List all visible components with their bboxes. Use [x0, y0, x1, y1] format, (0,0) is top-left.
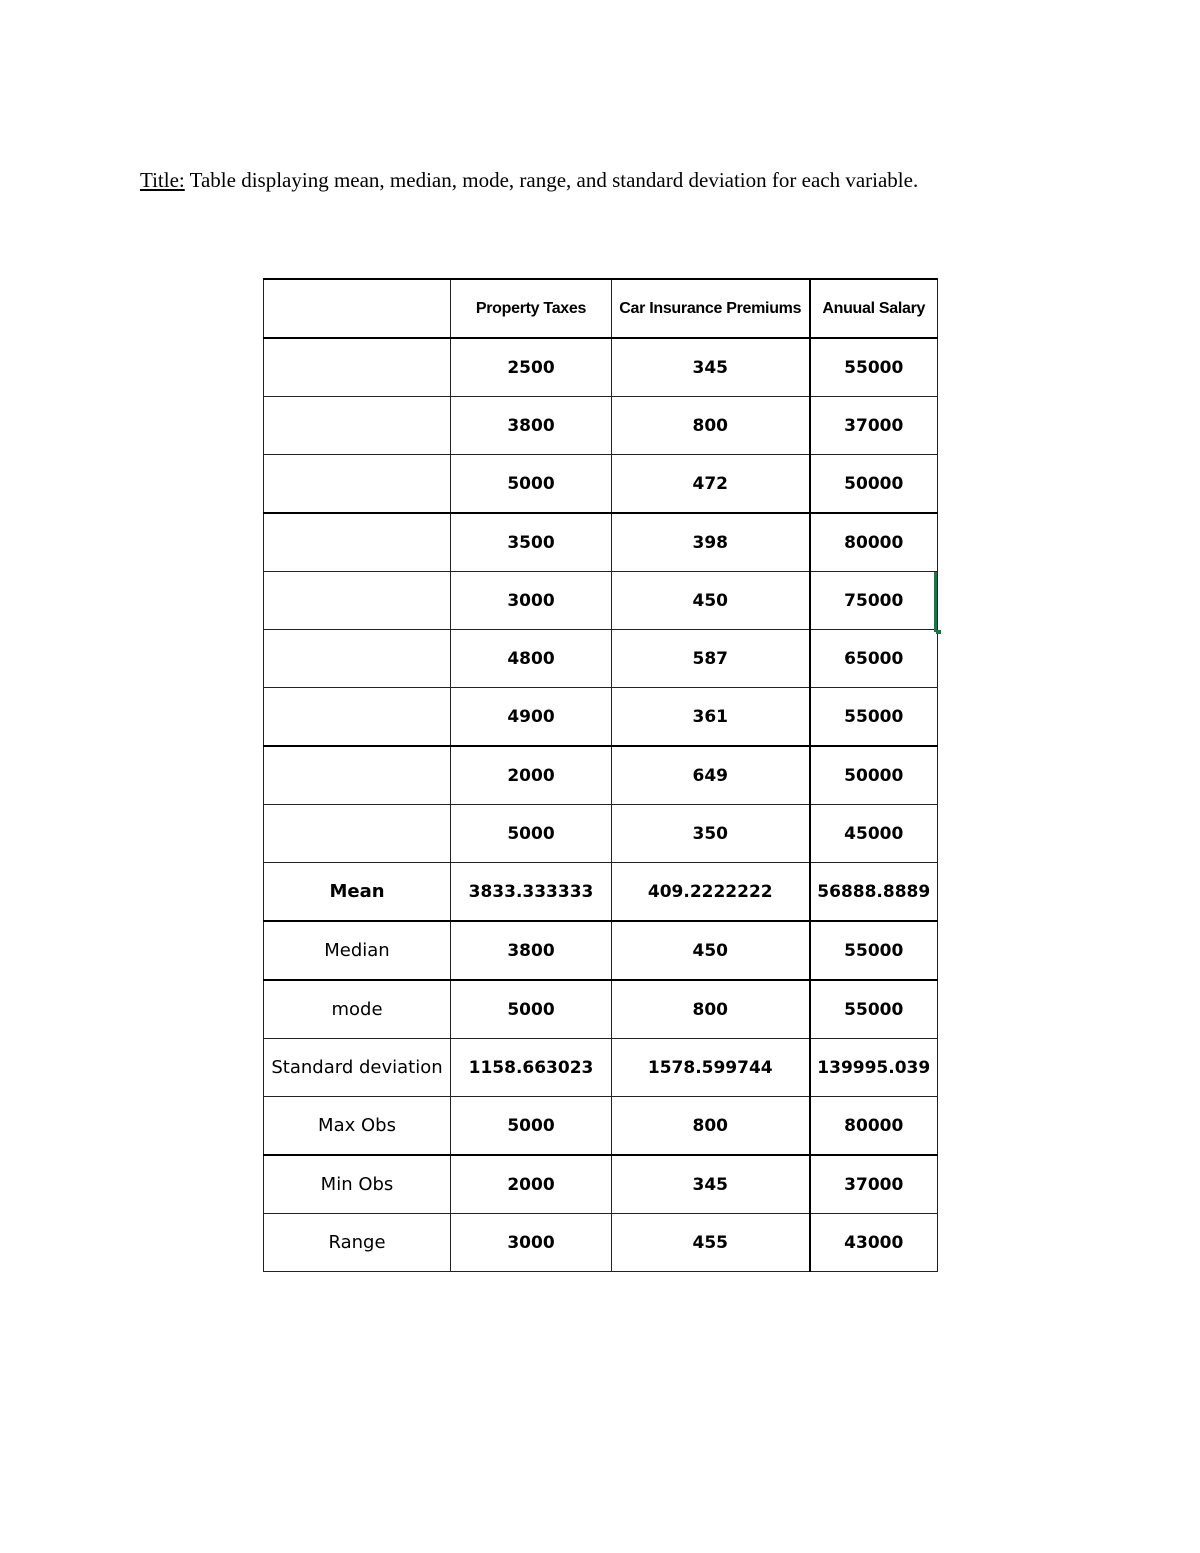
property-taxes-cell: 3000 — [451, 572, 612, 630]
property-taxes-cell: 4900 — [451, 688, 612, 747]
annual-salary-cell: 139995.039 — [810, 1039, 938, 1097]
annual-salary-cell: 56888.8889 — [810, 863, 938, 922]
car-insurance-cell: 350 — [612, 805, 810, 863]
stat-label-standard-deviation: Standard deviation — [264, 1039, 451, 1097]
row-label-cell — [264, 455, 451, 514]
annual-salary-cell: 55000 — [810, 980, 938, 1039]
property-taxes-cell: 3800 — [451, 921, 612, 980]
property-taxes-cell: 5000 — [451, 980, 612, 1039]
cell-selection-marker — [934, 572, 937, 632]
car-insurance-cell: 450 — [612, 572, 810, 630]
header-property-taxes: Property Taxes — [451, 279, 612, 338]
annual-salary-cell: 37000 — [810, 1155, 938, 1214]
table-row — [264, 513, 938, 572]
stat-row-standard-deviation — [264, 1039, 938, 1097]
table-row — [264, 688, 938, 747]
header-car-insurance-premiums: Car Insurance Premiums — [612, 279, 810, 338]
table-header-row — [264, 279, 938, 338]
annual-salary-cell: 55000 — [810, 921, 938, 980]
row-label-cell — [264, 805, 451, 863]
property-taxes-cell: 2500 — [451, 338, 612, 397]
property-taxes-cell: 3500 — [451, 513, 612, 572]
row-label-cell — [264, 746, 451, 805]
row-label-cell — [264, 513, 451, 572]
annual-salary-cell: 45000 — [810, 805, 938, 863]
annual-salary-cell: 50000 — [810, 746, 938, 805]
table-row — [264, 338, 938, 397]
property-taxes-cell: 5000 — [451, 455, 612, 514]
stat-row-min-obs — [264, 1155, 938, 1214]
car-insurance-cell: 800 — [612, 397, 810, 455]
annual-salary-cell: 75000 — [810, 572, 938, 630]
row-label-cell — [264, 688, 451, 747]
annual-salary-cell: 55000 — [810, 688, 938, 747]
header-annual-salary: Anuual Salary — [810, 279, 938, 338]
property-taxes-cell: 3800 — [451, 397, 612, 455]
car-insurance-cell: 472 — [612, 455, 810, 514]
property-taxes-cell: 3833.333333 — [451, 863, 612, 922]
car-insurance-cell: 398 — [612, 513, 810, 572]
car-insurance-cell: 800 — [612, 1097, 810, 1156]
stat-label-median: Median — [264, 921, 451, 980]
property-taxes-cell: 4800 — [451, 630, 612, 688]
title-text: Table displaying mean, median, mode, range, and standard deviation for each variable. — [189, 168, 919, 192]
car-insurance-cell: 450 — [612, 921, 810, 980]
annual-salary-cell: 43000 — [810, 1214, 938, 1272]
title-prefix: Title: — [140, 168, 185, 192]
annual-salary-cell: 50000 — [810, 455, 938, 514]
table-row — [264, 397, 938, 455]
statistics-table — [263, 278, 938, 1272]
car-insurance-cell: 455 — [612, 1214, 810, 1272]
property-taxes-cell: 2000 — [451, 746, 612, 805]
property-taxes-cell: 1158.663023 — [451, 1039, 612, 1097]
car-insurance-cell: 361 — [612, 688, 810, 747]
row-label-cell — [264, 338, 451, 397]
stat-label-min-obs: Min Obs — [264, 1155, 451, 1214]
row-label-cell — [264, 630, 451, 688]
stat-row-max-obs — [264, 1097, 938, 1156]
car-insurance-cell: 587 — [612, 630, 810, 688]
table-row — [264, 746, 938, 805]
annual-salary-cell: 37000 — [810, 397, 938, 455]
property-taxes-cell: 2000 — [451, 1155, 612, 1214]
property-taxes-cell: 3000 — [451, 1214, 612, 1272]
row-label-cell — [264, 572, 451, 630]
car-insurance-cell: 800 — [612, 980, 810, 1039]
car-insurance-cell: 1578.599744 — [612, 1039, 810, 1097]
annual-salary-cell: 55000 — [810, 338, 938, 397]
car-insurance-cell: 345 — [612, 338, 810, 397]
stat-row-range — [264, 1214, 938, 1272]
annual-salary-cell: 65000 — [810, 630, 938, 688]
stat-label-range: Range — [264, 1214, 451, 1272]
table-row — [264, 572, 938, 630]
stat-row-mean — [264, 863, 938, 922]
car-insurance-cell: 649 — [612, 746, 810, 805]
stat-row-median — [264, 921, 938, 980]
header-cell-empty — [264, 279, 451, 338]
stat-label-max-obs: Max Obs — [264, 1097, 451, 1156]
annual-salary-cell: 80000 — [810, 1097, 938, 1156]
property-taxes-cell: 5000 — [451, 1097, 612, 1156]
stat-label-mean: Mean — [264, 863, 451, 922]
row-label-cell — [264, 397, 451, 455]
annual-salary-cell: 80000 — [810, 513, 938, 572]
table-row — [264, 630, 938, 688]
table-row — [264, 805, 938, 863]
car-insurance-cell: 345 — [612, 1155, 810, 1214]
document-title — [140, 168, 918, 193]
stat-row-mode — [264, 980, 938, 1039]
table-row — [264, 455, 938, 514]
stat-label-mode: mode — [264, 980, 451, 1039]
car-insurance-cell: 409.2222222 — [612, 863, 810, 922]
property-taxes-cell: 5000 — [451, 805, 612, 863]
